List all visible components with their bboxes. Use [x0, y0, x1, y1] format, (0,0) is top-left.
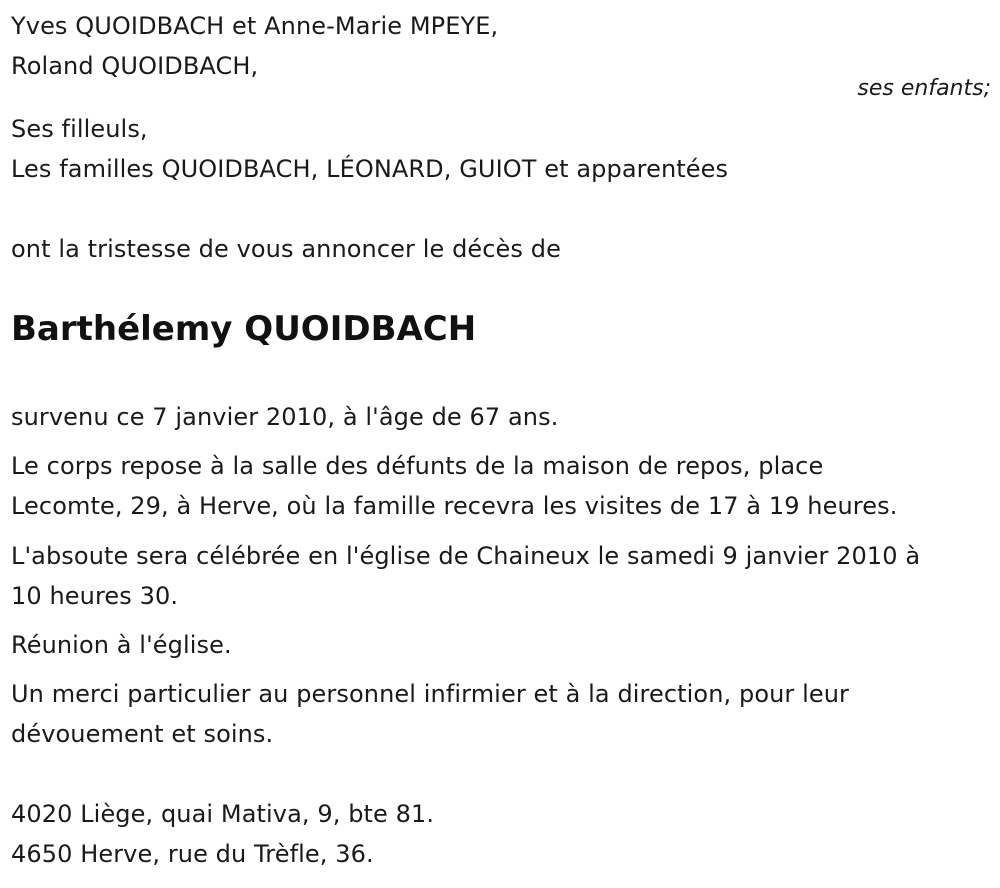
family-line-2: Roland QUOIDBACH,	[11, 52, 259, 80]
family-line-3: Ses filleuls,	[11, 115, 148, 143]
merci-line-2: dévouement et soins.	[11, 720, 274, 748]
absoute-line-2: 10 heures 30.	[11, 582, 179, 610]
address-line-1: 4020 Liège, quai Mativa, 9, bte 81.	[11, 800, 435, 828]
reunion-text: Réunion à l'église.	[11, 631, 232, 659]
family-line-4: Les familles QUOIDBACH, LÉONARD, GUIOT et apparentées	[11, 155, 729, 183]
family-role: ses enfants;	[857, 76, 991, 101]
announcement-text: ont la tristesse de vous annoncer le décès de	[11, 235, 561, 263]
repose-line-1: Le corps repose à la salle des défunts de la maison de repos, place	[11, 452, 824, 480]
death-details: survenu ce 7 janvier 2010, à l'âge de 67 ans.	[11, 403, 559, 431]
absoute-line-1: L'absoute sera célébrée en l'église de Chaineux le samedi 9 janvier 2010 à	[11, 542, 921, 570]
deceased-name: Barthélemy QUOIDBACH	[11, 309, 477, 349]
obituary-notice	[11, 0, 991, 888]
address-line-2: 4650 Herve, rue du Trèfle, 36.	[11, 840, 374, 868]
merci-line-1: Un merci particulier au personnel infirmier et à la direction, pour leur	[11, 680, 850, 708]
family-line-1: Yves QUOIDBACH et Anne-Marie MPEYE,	[11, 12, 499, 40]
repose-line-2: Lecomte, 29, à Herve, où la famille recevra les visites de 17 à 19 heures.	[11, 492, 898, 520]
